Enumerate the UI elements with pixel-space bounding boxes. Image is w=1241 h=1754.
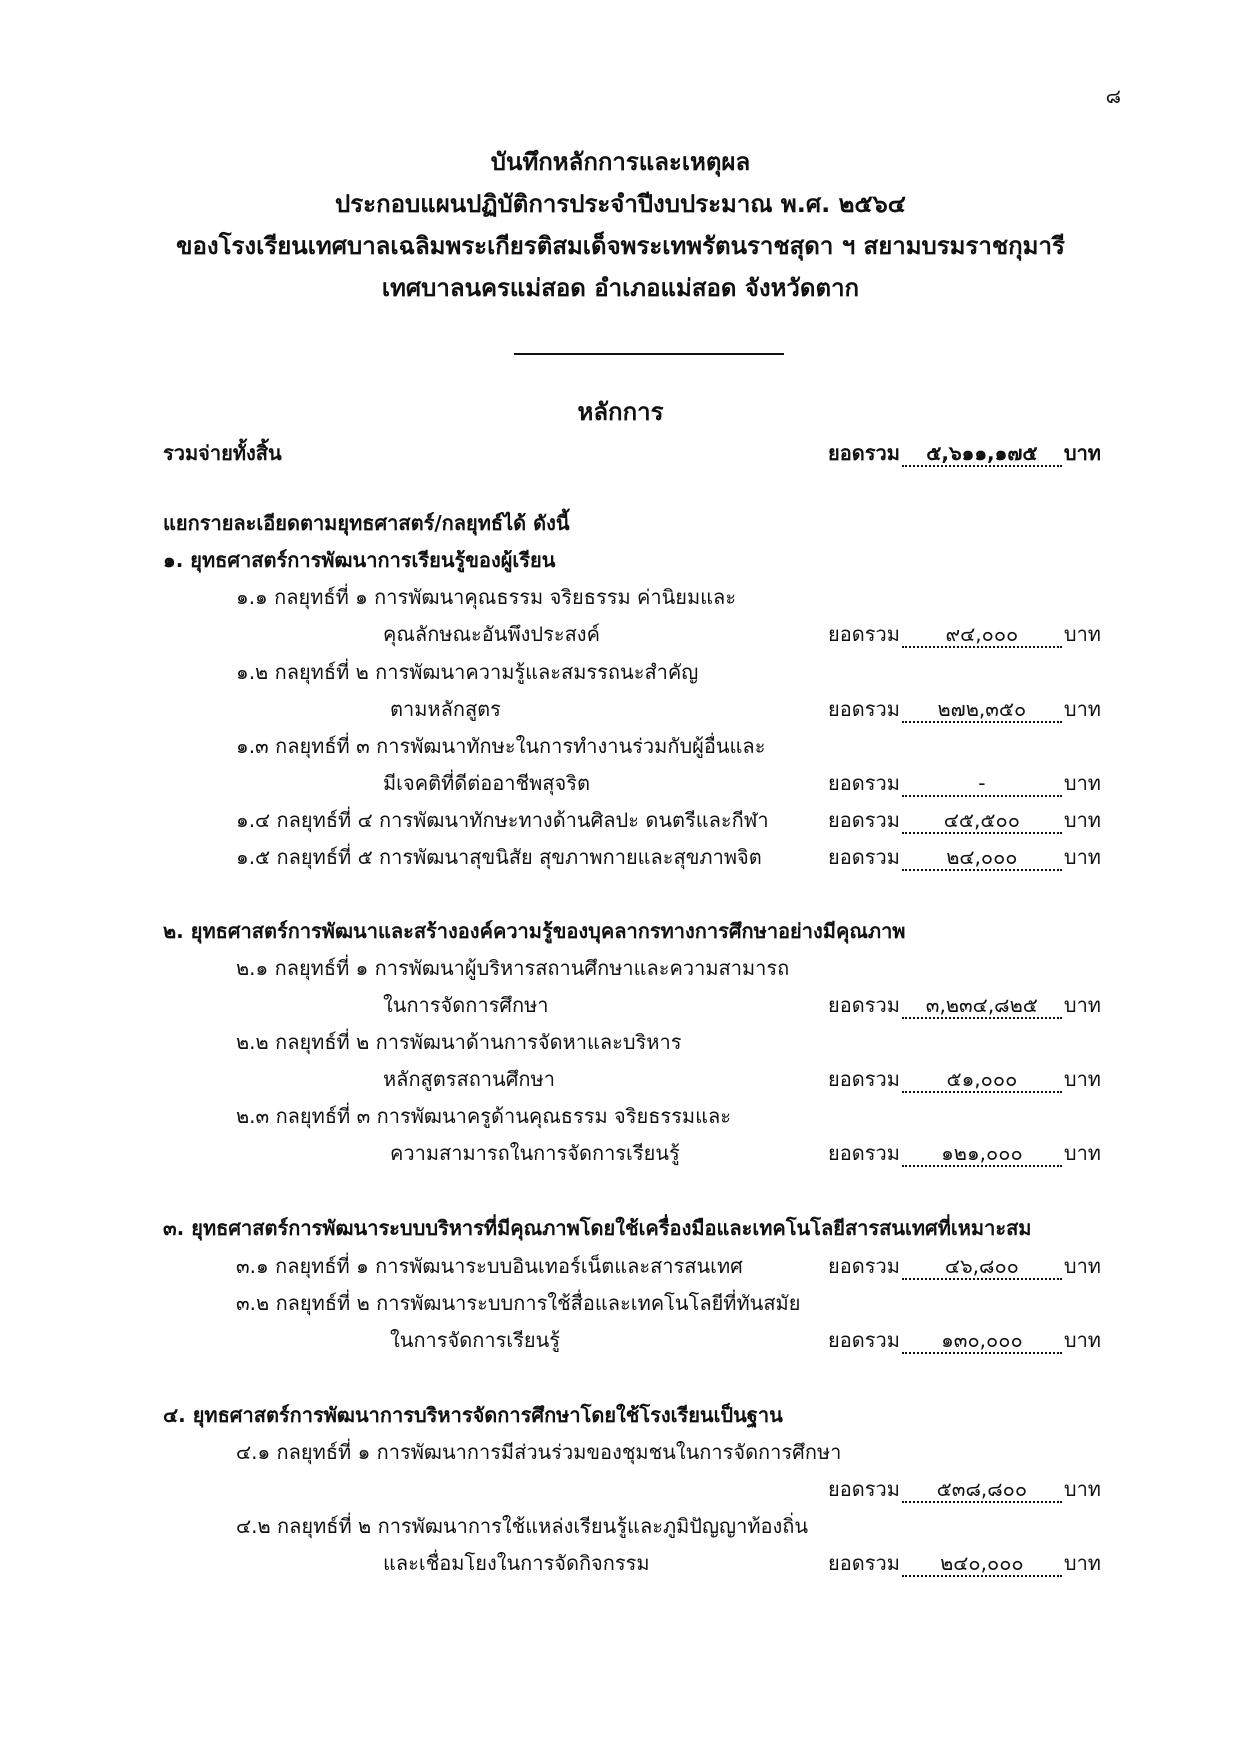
strategy-4-2-amount: ๒๔๐,๐๐๐ — [902, 1553, 1062, 1577]
currency-label: บาท — [1063, 845, 1101, 869]
strategy-4-2-line1: ๔.๒ กลยุทธ์ที่ ๒ การพัฒนาการใช้แหล่งเรียนรู้และภูมิปัญญาท้องถิ่น — [236, 1514, 809, 1538]
strategy-2-3-amount: ๑๒๑,๐๐๐ — [902, 1143, 1062, 1167]
total-amount-row — [828, 437, 1101, 469]
amount-label: ยอดรวม — [828, 1254, 900, 1278]
breakdown-intro: แยกรายละเอียดตามยุทธศาสตร์/กลยุทธ์ได้ ดังนี้ — [163, 511, 570, 535]
strategy-3-2-amount-row — [828, 1324, 1101, 1356]
amount-label: ยอดรวม — [828, 771, 900, 795]
strategy-4-2-amount-row — [828, 1547, 1101, 1579]
title-divider — [514, 353, 784, 355]
strategy-3-1-amount: ๔๖,๘๐๐ — [902, 1256, 1062, 1280]
strategy-2-3-amount-row — [828, 1137, 1101, 1169]
strategy-1-3-amount: - — [902, 773, 1062, 797]
amount-label: ยอดรวม — [828, 808, 900, 832]
amount-label: ยอดรวม — [828, 1551, 900, 1575]
strategy-1-2-amount-row — [828, 693, 1101, 725]
strategy-4-title: ๔. ยุทธศาสตร์การพัฒนาการบริหารจัดการศึกษาโดยใช้โรงเรียนเป็นฐาน — [163, 1403, 783, 1427]
title-line-3: ของโรงเรียนเทศบาลเฉลิมพระเกียรติสมเด็จพระเทพรัตนราชสุดา ฯ สยามบรมราชกุมารี — [176, 232, 1065, 260]
strategy-1-3-line1: ๑.๓ กลยุทธ์ที่ ๓ การพัฒนาทักษะในการทำงานร่วมกับผู้อื่นและ — [236, 734, 766, 758]
currency-label: บาท — [1063, 622, 1101, 646]
strategy-3-2-amount: ๑๓๐,๐๐๐ — [902, 1330, 1062, 1354]
strategy-1-1-amount: ๙๔,๐๐๐ — [902, 624, 1062, 648]
strategy-2-2-amount-row — [828, 1063, 1101, 1095]
currency-label: บาท — [1063, 771, 1101, 795]
currency-label: บาท — [1063, 1328, 1101, 1352]
strategy-4-1-line1: ๔.๑ กลยุทธ์ที่ ๑ การพัฒนาการมีส่วนร่วมของชุมชนในการจัดการศึกษา — [236, 1440, 842, 1464]
strategy-2-2-amount: ๕๑,๐๐๐ — [902, 1069, 1062, 1093]
currency-label: บาท — [1063, 1551, 1101, 1575]
currency-label: บาท — [1063, 441, 1101, 465]
amount-label: ยอดรวม — [828, 441, 900, 465]
strategy-2-1-amount: ๓,๒๓๔,๘๒๕ — [902, 995, 1062, 1019]
strategy-1-4-amount: ๔๕,๕๐๐ — [902, 810, 1062, 834]
strategy-1-3-amount-row — [828, 767, 1101, 799]
amount-label: ยอดรวม — [828, 1141, 900, 1165]
strategy-1-5-amount: ๒๔,๐๐๐ — [902, 847, 1062, 871]
strategy-4-1-amount: ๕๓๘,๘๐๐ — [902, 1479, 1062, 1503]
strategy-4-1-amount-row — [828, 1473, 1101, 1505]
currency-label: บาท — [1063, 993, 1101, 1017]
currency-label: บาท — [1063, 1067, 1101, 1091]
strategy-3-1-line1: ๓.๑ กลยุทธ์ที่ ๑ การพัฒนาระบบอินเทอร์เน็ตและสารสนเทศ — [236, 1254, 743, 1278]
currency-label: บาท — [1063, 808, 1101, 832]
currency-label: บาท — [1063, 1141, 1101, 1165]
page-number: ๘ — [1105, 84, 1121, 108]
strategy-3-1-amount-row — [828, 1250, 1101, 1282]
currency-label: บาท — [1063, 697, 1101, 721]
strategy-2-title: ๒. ยุทธศาสตร์การพัฒนาและสร้างองค์ความรู้ของบุคลากรทางการศึกษาอย่างมีคุณภาพ — [163, 919, 906, 943]
strategy-2-1-amount-row — [828, 989, 1101, 1021]
strategy-2-1-line1: ๒.๑ กลยุทธ์ที่ ๑ การพัฒนาผู้บริหารสถานศึกษาและความสามารถ — [236, 956, 790, 980]
currency-label: บาท — [1063, 1477, 1101, 1501]
strategy-2-1-line2: ในการจัดการศึกษา — [383, 993, 549, 1017]
strategy-1-4-line1: ๑.๔ กลยุทธ์ที่ ๔ การพัฒนาทักษะทางด้านศิลปะ ดนตรีและกีฬา — [236, 808, 769, 832]
title-line-1: บันทึกหลักการและเหตุผล — [490, 148, 751, 176]
strategy-1-3-line2: มีเจคติที่ดีต่ออาชีพสุจริต — [383, 771, 590, 795]
strategy-2-2-line1: ๒.๒ กลยุทธ์ที่ ๒ การพัฒนาด้านการจัดหาและบริหาร — [236, 1030, 682, 1054]
total-amount: ๕,๖๑๑,๑๗๕ — [902, 443, 1062, 467]
strategy-1-2-line1: ๑.๒ กลยุทธ์ที่ ๒ การพัฒนาความรู้และสมรรถนะสำคัญ — [236, 660, 699, 684]
strategy-1-5-amount-row — [828, 841, 1101, 873]
strategy-2-3-line2: ความสามารถในการจัดการเรียนรู้ — [390, 1141, 680, 1165]
strategy-1-1-amount-row — [828, 618, 1101, 650]
strategy-1-4-amount-row — [828, 804, 1101, 836]
strategy-2-3-line1: ๒.๓ กลยุทธ์ที่ ๓ การพัฒนาครูด้านคุณธรรม จริยธรรมและ — [236, 1104, 731, 1128]
strategy-3-2-line1: ๓.๒ กลยุทธ์ที่ ๒ การพัฒนาระบบการใช้สื่อและเทคโนโลยีที่ทันสมัย — [236, 1291, 801, 1315]
strategy-1-1-line2: คุณลักษณะอันพึงประสงค์ — [383, 622, 600, 646]
amount-label: ยอดรวม — [828, 697, 900, 721]
currency-label: บาท — [1063, 1254, 1101, 1278]
strategy-3-2-line2: ในการจัดการเรียนรู้ — [390, 1328, 561, 1352]
total-label: รวมจ่ายทั้งสิ้น — [163, 441, 282, 465]
title-line-4: เทศบาลนครแม่สอด อำเภอแม่สอด จังหวัดตาก — [381, 274, 860, 302]
strategy-1-2-amount: ๒๗๒,๓๕๐ — [902, 699, 1062, 723]
strategy-4-2-line2: และเชื่อมโยงในการจัดกิจกรรม — [383, 1551, 650, 1575]
amount-label: ยอดรวม — [828, 845, 900, 869]
strategy-2-2-line2: หลักสูตรสถานศึกษา — [383, 1067, 555, 1091]
amount-label: ยอดรวม — [828, 1328, 900, 1352]
strategy-1-5-line1: ๑.๕ กลยุทธ์ที่ ๕ การพัฒนาสุขนิสัย สุขภาพกายและสุขภาพจิต — [236, 845, 762, 869]
strategy-1-1-line1: ๑.๑ กลยุทธ์ที่ ๑ การพัฒนาคุณธรรม จริยธรรม ค่านิยมและ — [236, 585, 737, 609]
amount-label: ยอดรวม — [828, 622, 900, 646]
section-heading: หลักการ — [577, 398, 664, 426]
strategy-1-title: ๑. ยุทธศาสตร์การพัฒนาการเรียนรู้ของผู้เรียน — [163, 548, 556, 572]
amount-label: ยอดรวม — [828, 1067, 900, 1091]
amount-label: ยอดรวม — [828, 1477, 900, 1501]
strategy-1-2-line2: ตามหลักสูตร — [390, 697, 501, 721]
title-line-2: ประกอบแผนปฏิบัติการประจำปีงบประมาณ พ.ศ. ๒๕๖๔ — [335, 190, 906, 218]
strategy-3-title: ๓. ยุทธศาสตร์การพัฒนาระบบบริหารที่มีคุณภาพโดยใช้เครื่องมือและเทคโนโลยีสารสนเทศที่เหมาะสม — [163, 1216, 1032, 1240]
amount-label: ยอดรวม — [828, 993, 900, 1017]
